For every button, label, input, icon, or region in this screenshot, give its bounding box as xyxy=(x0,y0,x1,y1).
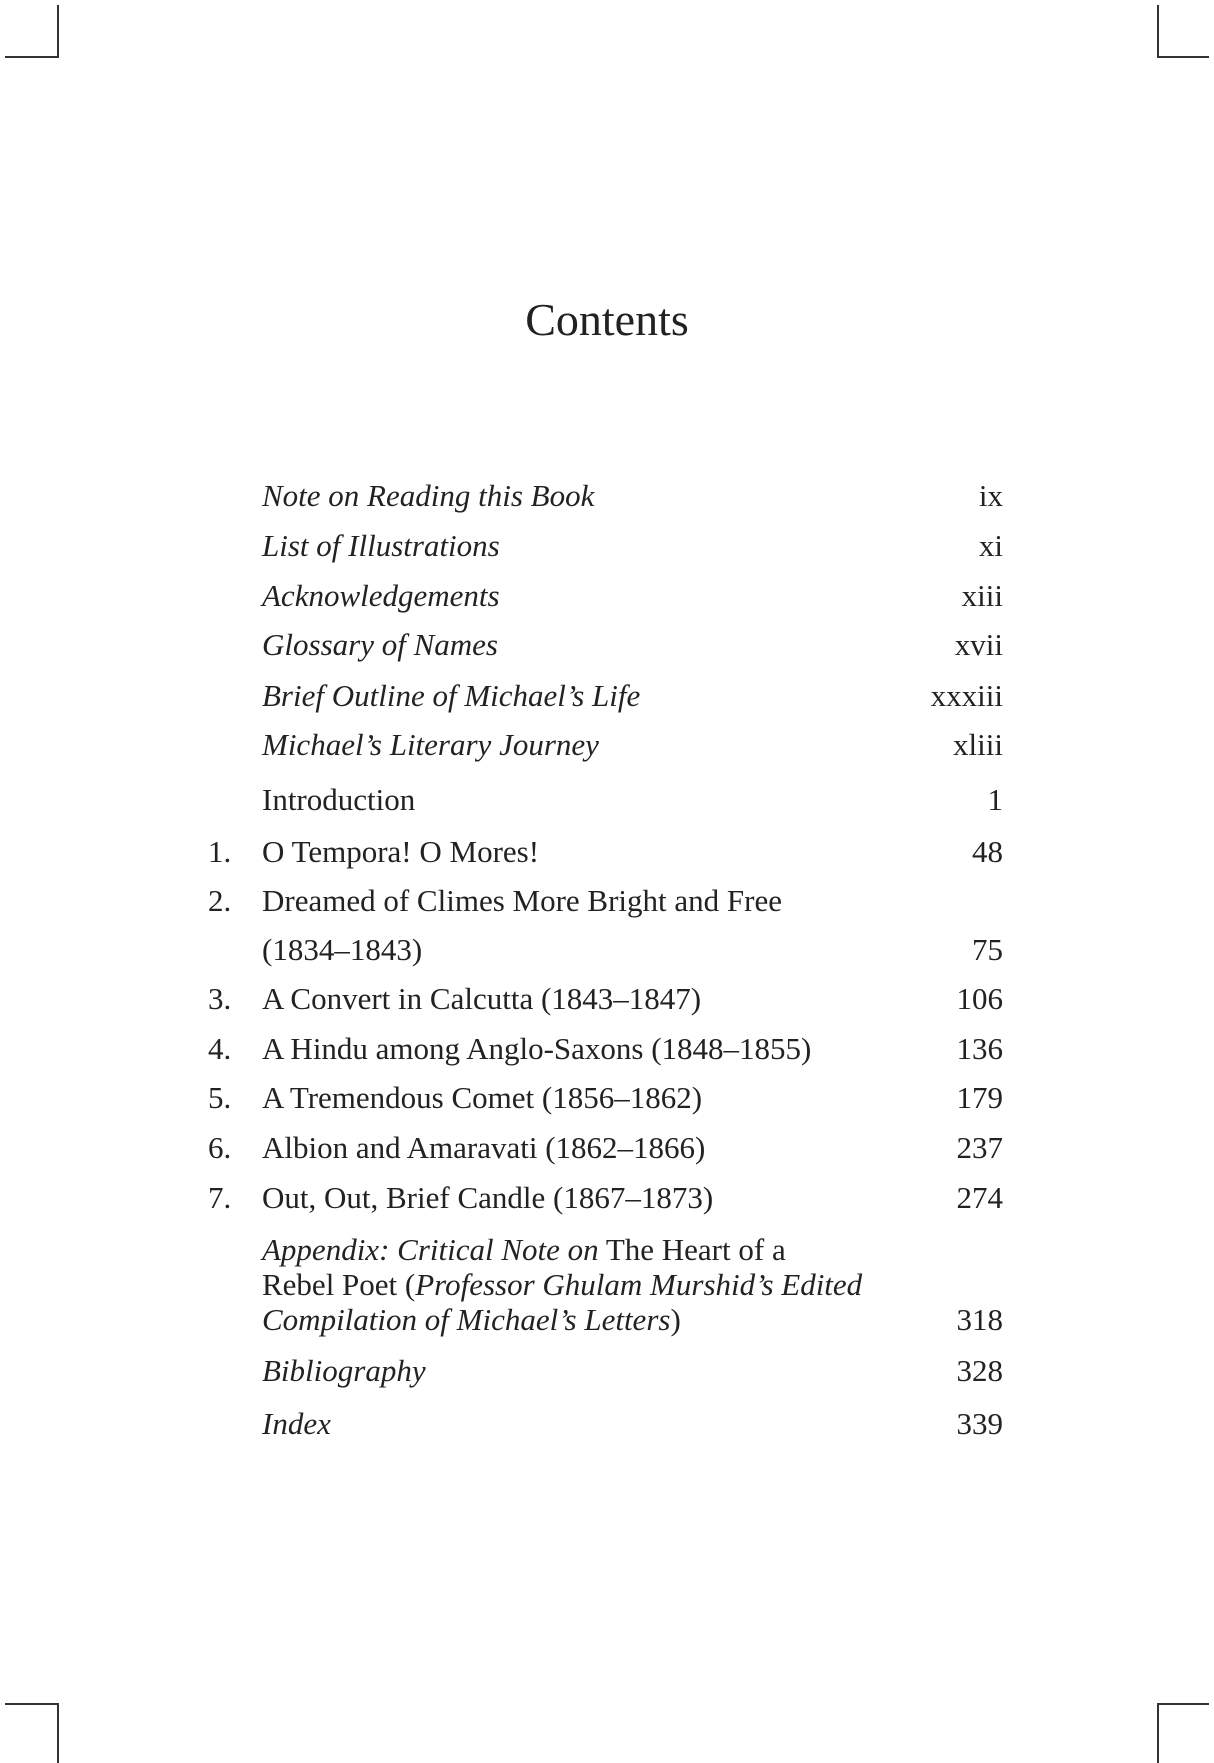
toc-entry[interactable] xyxy=(0,1179,1214,1217)
appendix-label-roman: The Heart of a xyxy=(598,1232,786,1267)
entry-label: Introduction xyxy=(262,782,416,817)
entry-page: xxxiii xyxy=(930,678,1003,713)
toc-entry[interactable] xyxy=(0,1079,1214,1117)
chapter-number: 1. xyxy=(208,834,232,869)
entry-page: 136 xyxy=(956,1031,1003,1066)
entry-page: 339 xyxy=(956,1406,1003,1441)
entry-page: 237 xyxy=(956,1130,1003,1165)
crop-mark-top-left xyxy=(57,5,59,57)
toc-entry[interactable] xyxy=(0,781,1214,819)
entry-label: Out, Out, Brief Candle (1867–1873) xyxy=(262,1180,714,1215)
toc-entry[interactable] xyxy=(0,577,1214,615)
toc-entry[interactable] xyxy=(0,527,1214,565)
entry-label: A Convert in Calcutta (1843–1847) xyxy=(262,981,702,1016)
entry-label: Brief Outline of Michael’s Life xyxy=(262,678,641,713)
toc-entry[interactable] xyxy=(0,677,1214,715)
toc-entry[interactable] xyxy=(0,626,1214,664)
toc-entry[interactable] xyxy=(0,833,1214,871)
appendix-label-italic: Appendix: Critical Note on xyxy=(262,1232,599,1267)
entry-page: xliii xyxy=(953,727,1003,762)
toc-entry[interactable] xyxy=(0,726,1214,764)
entry-label: Dreamed of Climes More Bright and Free xyxy=(262,883,782,918)
chapter-number: 2. xyxy=(208,883,232,918)
toc-entry[interactable] xyxy=(0,980,1214,1018)
crop-mark-top-right xyxy=(1157,56,1209,58)
entry-label: Michael’s Literary Journey xyxy=(262,727,599,762)
entry-label: Note on Reading this Book xyxy=(262,478,595,513)
toc-entry[interactable] xyxy=(0,1030,1214,1068)
crop-mark-bottom-left xyxy=(5,1703,59,1705)
chapter-number: 3. xyxy=(208,981,232,1016)
crop-mark-bottom-right xyxy=(1157,1703,1159,1763)
toc-entry-continued[interactable] xyxy=(0,931,1214,969)
entry-page: 106 xyxy=(956,981,1003,1016)
chapter-number: 6. xyxy=(208,1130,232,1165)
crop-mark-top-right xyxy=(1157,5,1159,57)
appendix-label-italic: Professor Ghulam Murshid’s Edited xyxy=(415,1267,863,1302)
crop-mark-bottom-left xyxy=(57,1703,59,1763)
entry-page: 179 xyxy=(956,1080,1003,1115)
toc-entry[interactable] xyxy=(0,477,1214,515)
entry-page: xi xyxy=(978,528,1003,563)
appendix-label-roman: Rebel Poet ( xyxy=(262,1267,416,1302)
page-title: Contents xyxy=(525,294,689,345)
entry-page: 75 xyxy=(972,932,1003,967)
appendix-label-roman: ) xyxy=(670,1302,681,1337)
chapter-number: 4. xyxy=(208,1031,232,1066)
crop-mark-top-left xyxy=(5,56,59,58)
toc-entry[interactable] xyxy=(0,1352,1214,1390)
entry-page: xiii xyxy=(961,578,1003,613)
toc-entry[interactable] xyxy=(0,882,1214,920)
entry-label: Acknowledgements xyxy=(262,578,500,613)
entry-label: Bibliography xyxy=(262,1353,426,1388)
entry-label: A Hindu among Anglo-Saxons (1848–1855) xyxy=(262,1031,812,1066)
chapter-number: 7. xyxy=(208,1180,232,1215)
toc-entry[interactable] xyxy=(0,1129,1214,1167)
entry-page: 274 xyxy=(956,1180,1003,1215)
entry-label: Glossary of Names xyxy=(262,627,498,662)
entry-label: A Tremendous Comet (1856–1862) xyxy=(262,1080,703,1115)
entry-label: Albion and Amaravati (1862–1866) xyxy=(262,1130,706,1165)
chapter-number: 5. xyxy=(208,1080,232,1115)
entry-label-continued: (1834–1843) xyxy=(262,932,423,967)
entry-page: 1 xyxy=(987,782,1003,817)
appendix-label-italic: Compilation of Michael’s Letters xyxy=(262,1302,671,1337)
entry-page: 318 xyxy=(956,1302,1003,1337)
crop-mark-bottom-right xyxy=(1157,1703,1209,1705)
entry-page: 48 xyxy=(972,834,1003,869)
entry-label: O Tempora! O Mores! xyxy=(262,834,540,869)
toc-entry[interactable] xyxy=(0,1405,1214,1443)
entry-label: List of Illustrations xyxy=(262,528,500,563)
entry-page: xvii xyxy=(954,627,1003,662)
entry-page: 328 xyxy=(956,1353,1003,1388)
entry-page: ix xyxy=(978,478,1003,513)
entry-label: Index xyxy=(262,1406,331,1441)
